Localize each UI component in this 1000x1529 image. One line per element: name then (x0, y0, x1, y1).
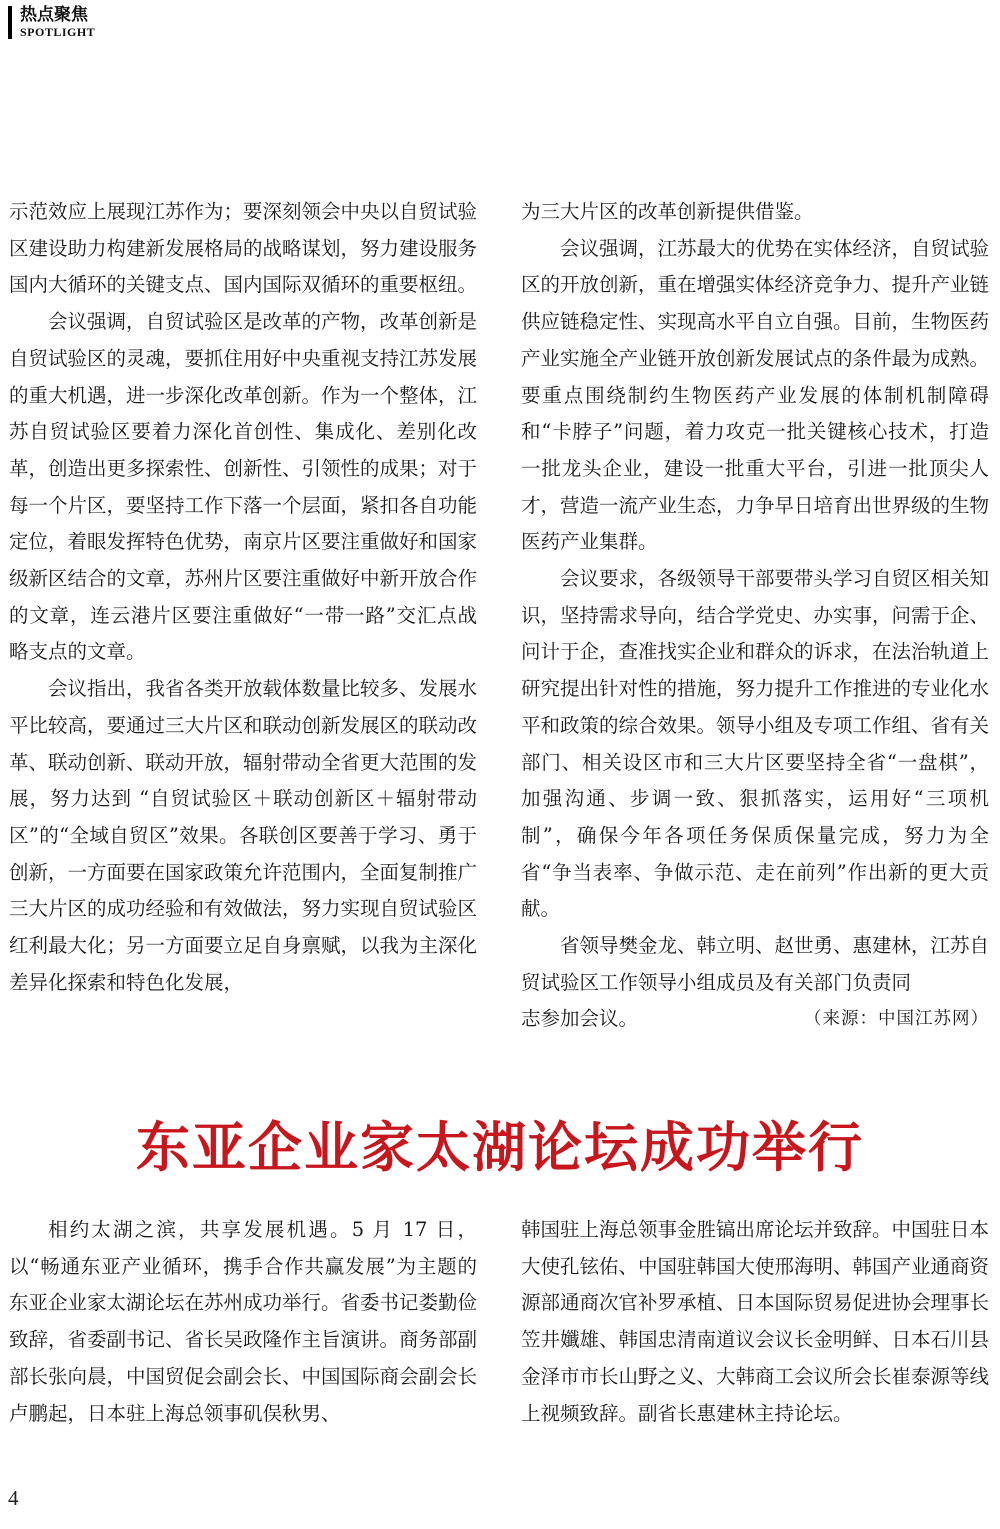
section-title-zh: 热点聚焦 (20, 5, 88, 25)
article1-left-column (9, 194, 477, 1001)
article2-headline: 东亚企业家太湖论坛成功举行 (136, 1115, 864, 1179)
paragraph: 示范效应上展现江苏作为；要深刻领会中央以自贸试验区建设助力构建新发展格局的战略谋划，努力建设服务国内大循环的关键支点、国内国际双循环的重要枢纽。 (9, 200, 478, 297)
source-credit: （来源：中国江苏网） (804, 1009, 989, 1030)
paragraph: 会议强调，江苏最大的优势在实体经济，自贸试验区的开放创新，重在增强实体经济竞争力、提升产业链供应链稳定性、实现高水平自立自强。目前，生物医药产业实施全产业链开放创新发展试点的条件最为成熟。要重点围绕制约生物医药产业发展的体制机制障碍和“卡脖子”问题，着力攻克一批关键核心技术，打造一批龙头企业，建设一批重大平台，引进一批顶尖人才，营造一流产业生态，力争早日培育出世界级的生物医药产业集群。 (521, 236, 990, 554)
paragraph: 韩国驻上海总领事金胜镐出席论坛并致辞。中国驻日本大使孔铉佑、中国驻韩国大使邢海明、韩国产业通商资源部通商次官补罗承植、日本国际贸易促进协会理事长笠井孅雄、韩国忠清南道议会议长金明鲜、日本石川县金泽市市长山野之义、大韩商工会议所会长崔泰源等线上视频致辞。副省长惠建林主持论坛。 (521, 1218, 990, 1425)
article1-right-column (521, 194, 989, 1038)
page-number: 4 (8, 1486, 19, 1510)
article2-right-column (521, 1212, 989, 1432)
paragraph: 会议指出，我省各类开放载体数量比较多、发展水平比较高，要通过三大片区和联动创新发展区的联动改革、联动创新、联动开放，辐射带动全省更大范围的发展，努力达到 “自贸试验区＋联动创新区＋辐射带动区”的“全域自贸区”效果。各联创区要善于学习、勇于创新，一方面要在国家政策允许范围内，全面复制推广三大片区的成功经验和有效做法，努力实现自贸试验区红利最大化；另一方面要立足自身禀赋，以我为主深化差异化探索和特色化发展， (9, 677, 478, 994)
section-title-en: SPOTLIGHT (20, 24, 96, 39)
paragraph: 会议强调，自贸试验区是改革的产物，改革创新是自贸试验区的灵魂，要抓住用好中央重视支持江苏发展的重大机遇，进一步深化改革创新。作为一个整体，江苏自贸试验区要着力深化首创性、集成化、差别化改革，创造出更多探索性、创新性、引领性的成果；对于每一个片区，要坚持工作下落一个层面，紧扣各自功能定位，着眼发挥特色优势，南京片区要注重做好和国家级新区结合的文章，苏州片区要注重做好中新开放合作的文章，连云港片区要注重做好“一带一路”交汇点战略支点的文章。 (9, 310, 478, 664)
closing-line (521, 1001, 989, 1038)
section-tag (8, 6, 95, 39)
closing-text: 志参加会议。 (521, 1007, 639, 1031)
paragraph: 会议要求，各级领导干部要带头学习自贸区相关知识，坚持需求导向，结合学党史、办实事，问需于企、问计于企，查准找实企业和群众的诉求，在法治轨道上研究提出针对性的措施，努力提升工作推进的专业化水平和政策的综合效果。领导小组及专项工作组、省有关部门、相关设区市和三大片区要坚持全省“一盘棋”，加强沟通、步调一致、狠抓落实，运用好“三项机制”，确保今年各项任务保质保量完成，努力为全省“争当表率、争做示范、走在前列”作出新的更大贡献。 (521, 567, 990, 921)
paragraph: 相约太湖之滨，共享发展机遇。5 月 17 日，以“畅通东亚产业循环，携手合作共赢发展”为主题的东亚企业家太湖论坛在苏州成功举行。省委书记娄勤俭致辞，省委副书记、省长吴政隆作主旨演讲。商务部副部长张向晨，中国贸促会副会长、中国国际商会副会长卢鹏起，日本驻上海总领事矶俣秋男、 (9, 1218, 478, 1425)
paragraph: 省领导樊金龙、韩立明、赵世勇、惠建林，江苏自贸试验区工作领导小组成员及有关部门负责同 (521, 934, 990, 994)
article2-left-column (9, 1212, 477, 1432)
paragraph: 为三大片区的改革创新提供借鉴。 (521, 200, 814, 223)
